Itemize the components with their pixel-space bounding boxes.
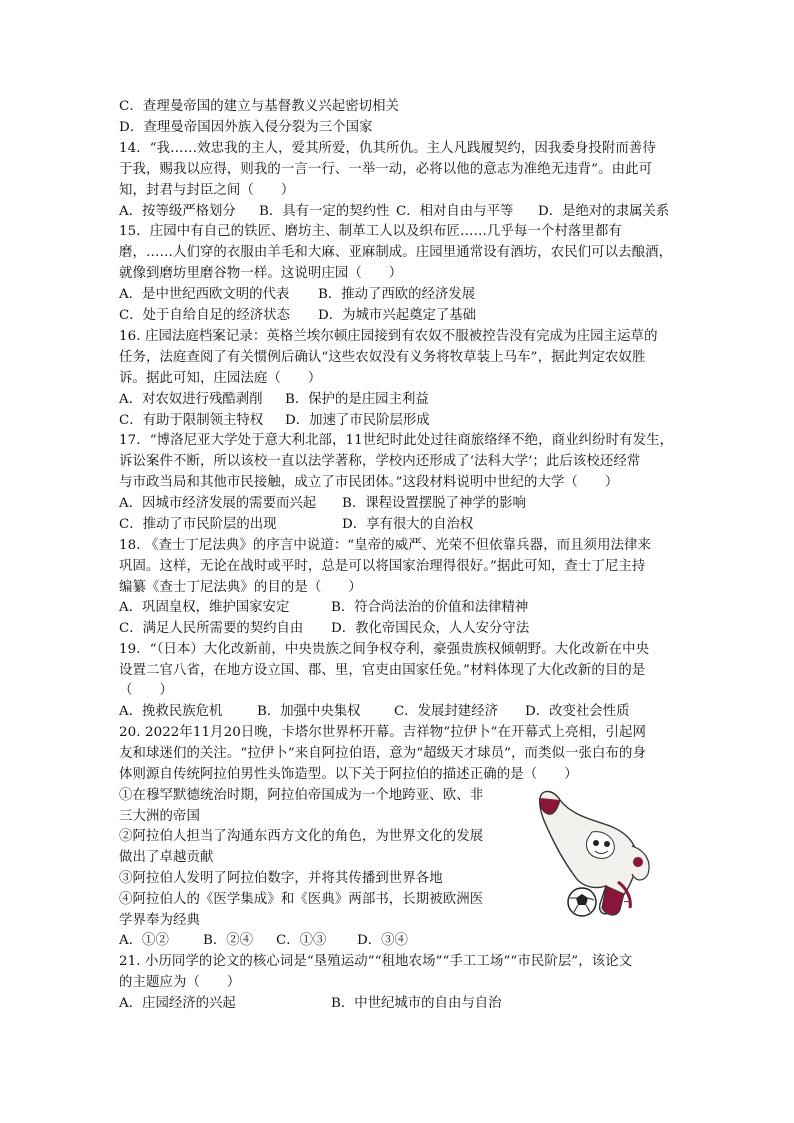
question-17-stem-1: 17．“博洛尼亚大学处于意大利北部，11世纪时此处过往商旅络绎不绝，商业纠纷时有发生， [119, 433, 674, 448]
question-19-option-d: D．改变社会性质 [525, 704, 630, 719]
question-19-option-b: B．加强中央集权 [257, 704, 361, 719]
question-17-option-b: B．课程设置摆脱了神学的影响 [342, 496, 526, 511]
question-19-option-c: C．发展封建经济 [394, 704, 498, 719]
question-17-stem-3: 与市政当局和其他市民接触，成立了市民团体。”这段材料说明中世纪的大学（ ） [119, 475, 619, 490]
question-14-option-d: D．是绝对的隶属关系 [538, 204, 670, 219]
question-20-item-1b: 三大洲的帝国 [119, 809, 200, 824]
question-16-option-d: D．加速了市民阶层形成 [285, 413, 430, 428]
question-20-option-a: A．①② [119, 933, 169, 948]
question-20-item-1a: ①在穆罕默德统治时期，阿拉伯帝国成为一个地跨亚、欧、非 [119, 788, 484, 803]
question-16-stem-3: 诉。据此可知，庄园法庭（ ） [119, 371, 322, 386]
question-18-option-d: D．教化帝国民众，人人安分守法 [331, 621, 530, 636]
question-18-option-a: A．巩固皇权，维护国家安定 [119, 600, 290, 615]
question-17-option-d: D．享有很大的自治权 [342, 517, 474, 532]
question-14-option-a: A．按等级严格划分 [119, 204, 236, 219]
question-16-stem-1: 16. 庄园法庭档案记录：英格兰埃尔顿庄园接到有农奴不服被控告没有完成为庄园主运草的 [119, 329, 658, 344]
question-18-stem-1: 18. 《查士丁尼法典》的序言中说道：“皇帝的威严、光荣不但依靠兵器，而且须用法律来 [119, 538, 652, 553]
question-20-item-2b: 做出了卓越贡献 [119, 850, 214, 865]
question-15-stem-2: 磨，……人们穿的衣服由羊毛和大麻、亚麻制成。庄园里通常设有酒坊，农民们可以去酿酒， [119, 245, 673, 260]
question-21-option-b: B．中世纪城市的自由与自治 [331, 996, 502, 1011]
question-20-stem-3: 体则源自传统阿拉伯男性头饰造型。以下关于阿拉伯的描述正确的是（ ） [119, 767, 578, 782]
question-21-stem-2: 的主题应为（ ） [119, 975, 241, 990]
question-21-option-a: A．庄园经济的兴起 [119, 996, 236, 1011]
question-19-stem-3: （ ） [119, 683, 173, 698]
question-20-item-4b: 学界奉为经典 [119, 913, 200, 928]
question-18-option-b: B．符合尚法治的价值和法律精神 [331, 600, 529, 615]
question-14-option-b: B．具有一定的契约性 [259, 204, 390, 219]
question-21-stem-1: 21. 小历同学的论文的核心词是“垦殖运动”“租地农场”“手工工场”“市民阶层”，该论文 [119, 954, 633, 969]
question-16-stem-2: 任务，法庭查阅了有关惯例后确认“这些农奴没有义务将牧草装上马车”，据此判定农奴胜 [119, 350, 646, 365]
question-17-option-a: A．因城市经济发展的需要而兴起 [119, 496, 317, 511]
question-17-stem-2: 诉讼案件不断，所以该校一直以法学著称，学校内还形成了‘法科大学’；此后该校还经常 [119, 454, 641, 469]
question-14-stem-1: 14．“我……效忠我的主人，爱其所爱，仇其所仇。主人凡践履契约，因我委身投附而善待 [119, 141, 656, 156]
question-17-option-c: C．推动了市民阶层的出现 [119, 517, 277, 532]
question-19-stem-2: 设置二官八省，在地方设立国、郡、里，官吏由国家任免。”材料体现了大化改新的目的是 [119, 663, 646, 678]
question-19-stem-1: 19．“（日本）大化改新前，中央贵族之间争权夺利，豪强贵族权倾朝野。大化改新在中央 [119, 642, 650, 657]
mascot-icon [532, 786, 662, 926]
question-18-option-c: C．满足人民所需要的契约自由 [119, 621, 304, 636]
question-18-stem-3: 编纂《查士丁尼法典》的目的是（ ） [119, 580, 362, 595]
question-14-stem-2: 于我，赐我以应得，则我的一言一行、一举一动，必将以他的意志为准绝无违背”。由此可 [119, 162, 653, 177]
question-20-option-d: D．③④ [357, 933, 408, 948]
qatar-mascot-image [532, 786, 662, 926]
question-18-stem-2: 巩固。这样，无论在战时或平时，总是可以将国家治理得很好。”据此可知，查士丁尼主持 [119, 559, 646, 574]
question-20-option-c: C．①③ [276, 933, 327, 948]
question-15-stem-3: 就像到磨坊里磨谷物一样。这说明庄园（ ） [119, 266, 403, 281]
question-15-option-d: D．为城市兴起奠定了基础 [318, 308, 477, 323]
question-16-option-c: C．有助于限制领主特权 [119, 413, 264, 428]
question-20-stem-2: 友和球迷们的关注。“拉伊卜”来自阿拉伯语，意为“超级天才球员”，而类似一张白布的身 [119, 746, 646, 761]
question-15-option-a: A．是中世纪西欧文明的代表 [119, 287, 290, 302]
question-16-option-a: A．对农奴进行残酷剥削 [119, 392, 263, 407]
question-14-option-c: C．相对自由与平等 [396, 204, 514, 219]
question-19-option-a: A．挽救民族危机 [119, 704, 223, 719]
question-20-stem-1: 20. 2022年11月20日晚，卡塔尔世界杯开幕。吉祥物“拉伊卜”在开幕式上亮相，引起网 [119, 725, 647, 740]
question-13-option-d: D．查理曼帝国因外族入侵分裂为三个国家 [119, 120, 373, 135]
question-20-item-4a: ④阿拉伯人的《医学集成》和《医典》两部书，长期被欧洲医 [119, 892, 484, 907]
question-14-stem-3: 知，封君与封臣之间（ ） [119, 183, 295, 198]
question-15-option-c: C．处于自给自足的经济状态 [119, 308, 290, 323]
question-20-option-b: B．②④ [203, 933, 254, 948]
question-13-option-c: C．查理曼帝国的建立与基督教义兴起密切相关 [119, 99, 400, 114]
question-20-item-2a: ②阿拉伯人担当了沟通东西方文化的角色，为世界文化的发展 [119, 829, 484, 844]
question-15-stem-1: 15．庄园中有自己的铁匠、磨坊主、制革工人以及织布匠……几乎每一个村落里都有 [119, 224, 622, 239]
question-20-item-3: ③阿拉伯人发明了阿拉伯数字，并将其传播到世界各地 [119, 871, 443, 886]
question-16-option-b: B．保护的是庄园主利益 [285, 392, 429, 407]
question-15-option-b: B．推动了西欧的经济发展 [318, 287, 476, 302]
